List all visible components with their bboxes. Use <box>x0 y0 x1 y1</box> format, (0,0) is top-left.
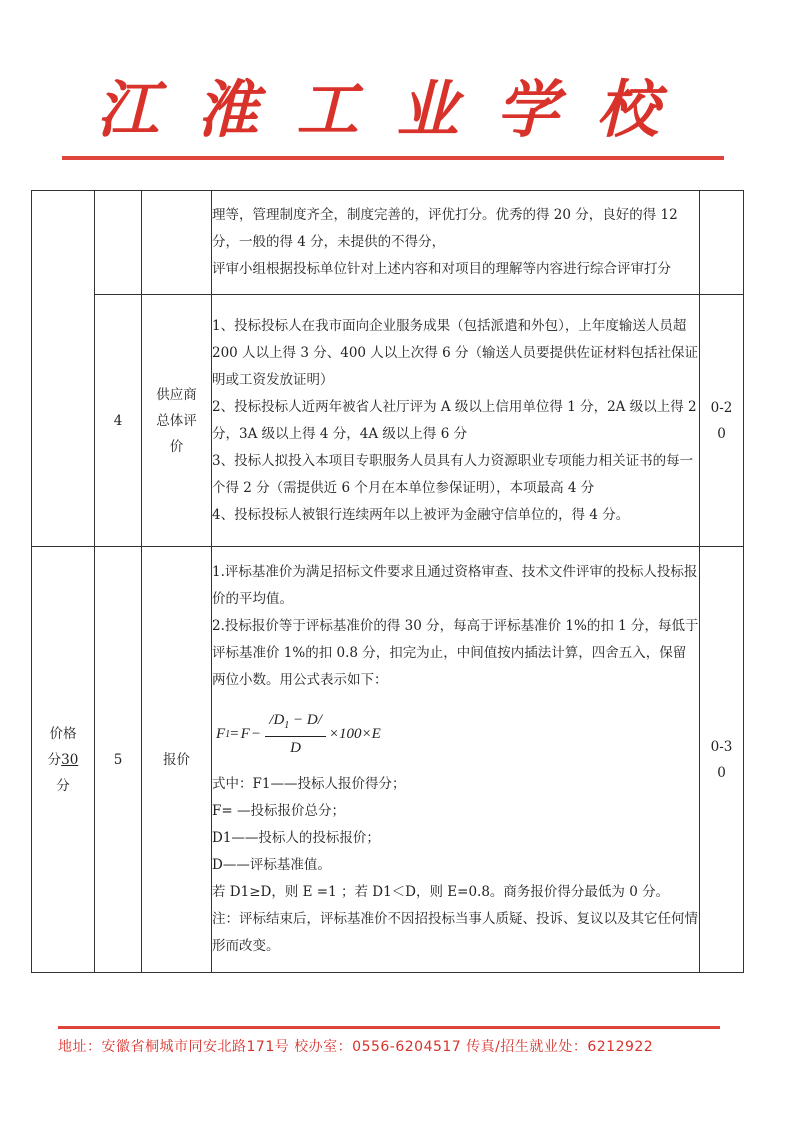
numerator-text: /D <box>269 712 285 728</box>
criteria-paragraph: 1、投标投标人在我市面向企业服务成果（包括派遣和外包），上年度输送人员超 200 人以上得 3 分、400 人以上次得 6 分（输送人员要提供佐证材料包括社保证明或工资发放证明） <box>212 317 698 388</box>
formula-lhs: F <box>216 726 226 742</box>
formula-lhs-sub: 1 <box>225 729 231 740</box>
formula-eq: = <box>230 726 239 742</box>
criteria-cell <box>212 191 700 295</box>
formula-f: F <box>240 726 250 742</box>
formula-minus: − <box>251 726 261 742</box>
formula-fraction <box>265 710 326 759</box>
formula-numerator <box>265 710 326 737</box>
score-range-text: 0-20 <box>710 399 733 442</box>
criteria-cell <box>212 547 700 973</box>
score-range-cell <box>700 191 744 295</box>
score-range-text: 0-30 <box>710 738 733 781</box>
item-name-cell <box>142 295 212 547</box>
item-number-cell: 4 <box>95 295 142 547</box>
criteria-paragraph: 评审小组根据投标单位针对上述内容和对项目的理解等内容进行综合评审打分 <box>212 261 671 277</box>
criteria-paragraph: F= —投标报价总分； <box>212 803 345 819</box>
table-row <box>32 295 744 547</box>
footer-rule <box>58 1026 720 1029</box>
category-cell <box>32 191 95 547</box>
criteria-paragraph: D1——投标人的投标报价； <box>212 830 380 846</box>
formula-tail: ×100×E <box>328 726 381 742</box>
criteria-paragraph: D——评标基准值。 <box>212 857 331 873</box>
numerator-sub: 1 <box>284 720 290 731</box>
category-unit: 分 <box>56 777 70 794</box>
criteria-paragraph: 式中：F1——投标人报价得分； <box>212 776 406 792</box>
school-letterhead: 江淮工业学校 <box>96 73 697 146</box>
category-label: 价格分 <box>47 725 77 768</box>
criteria-paragraph: 若 D1≥D，则 E =1 ；若 D1＜D，则 E=0.8。商务报价得分最低为 0 分。 <box>212 884 670 900</box>
formula-denominator: D <box>290 740 302 756</box>
score-range-cell <box>700 547 744 973</box>
criteria-paragraph: 2.投标报价等于评标基准价的得 30 分，每高于评标基准价 1%的扣 1 分，每低于评标基准价 1%的扣 0.8 分，扣完为止，中间值按内插法计算，四舍五入，保留两位小数。用公式表示如下： <box>212 618 699 688</box>
header-rule <box>62 156 724 160</box>
category-score: 30 <box>61 751 79 768</box>
category-cell <box>32 547 95 973</box>
item-number-cell <box>95 191 142 295</box>
criteria-paragraph: 3、投标人拟投入本项目专职服务人员具有人力资源职业专项能力相关证书的每一个得 2 分（需提供近 6 个月在本单位参保证明），本项最高 4 分 <box>212 452 694 496</box>
criteria-paragraph: 2、投标投标人近两年被省人社厅评为 A 级以上信用单位得 1 分，2A 级以上得 2 分，3A 级以上得 4 分，4A 级以上得 6 分 <box>212 398 697 442</box>
numerator-rest: − D/ <box>289 712 322 728</box>
price-formula <box>216 710 699 759</box>
criteria-cell <box>212 295 700 547</box>
footer-contact: 地址：安徽省桐城市同安北路171号 校办室：0556-6204517 传真/招生就业处：6212922 <box>58 1039 654 1055</box>
criteria-paragraph: 4、投标投标人被银行连续两年以上被评为金融守信单位的，得 4 分。 <box>212 506 630 523</box>
item-name-cell <box>142 191 212 295</box>
scoring-table <box>31 190 744 973</box>
criteria-paragraph: 理等，管理制度齐全，制度完善的，评优打分。优秀的得 20 分，良好的得 12 分，一般的得 4 分，未提供的不得分， <box>212 207 678 250</box>
category-text <box>46 721 80 799</box>
score-range-cell <box>700 295 744 547</box>
criteria-paragraph: 1.评标基准价为满足招标文件要求且通过资格审查、技术文件评审的投标人投标报价的平均值。 <box>212 564 698 607</box>
item-number-cell: 5 <box>95 547 142 973</box>
table-row <box>32 191 744 295</box>
item-name-cell: 报价 <box>142 547 212 973</box>
criteria-paragraph: 注：评标结束后，评标基准价不因招投标当事人质疑、投诉、复议以及其它任何情形而改变。 <box>212 911 698 954</box>
table-row <box>32 547 744 973</box>
item-name-text: 供应商总体评价 <box>156 386 197 455</box>
